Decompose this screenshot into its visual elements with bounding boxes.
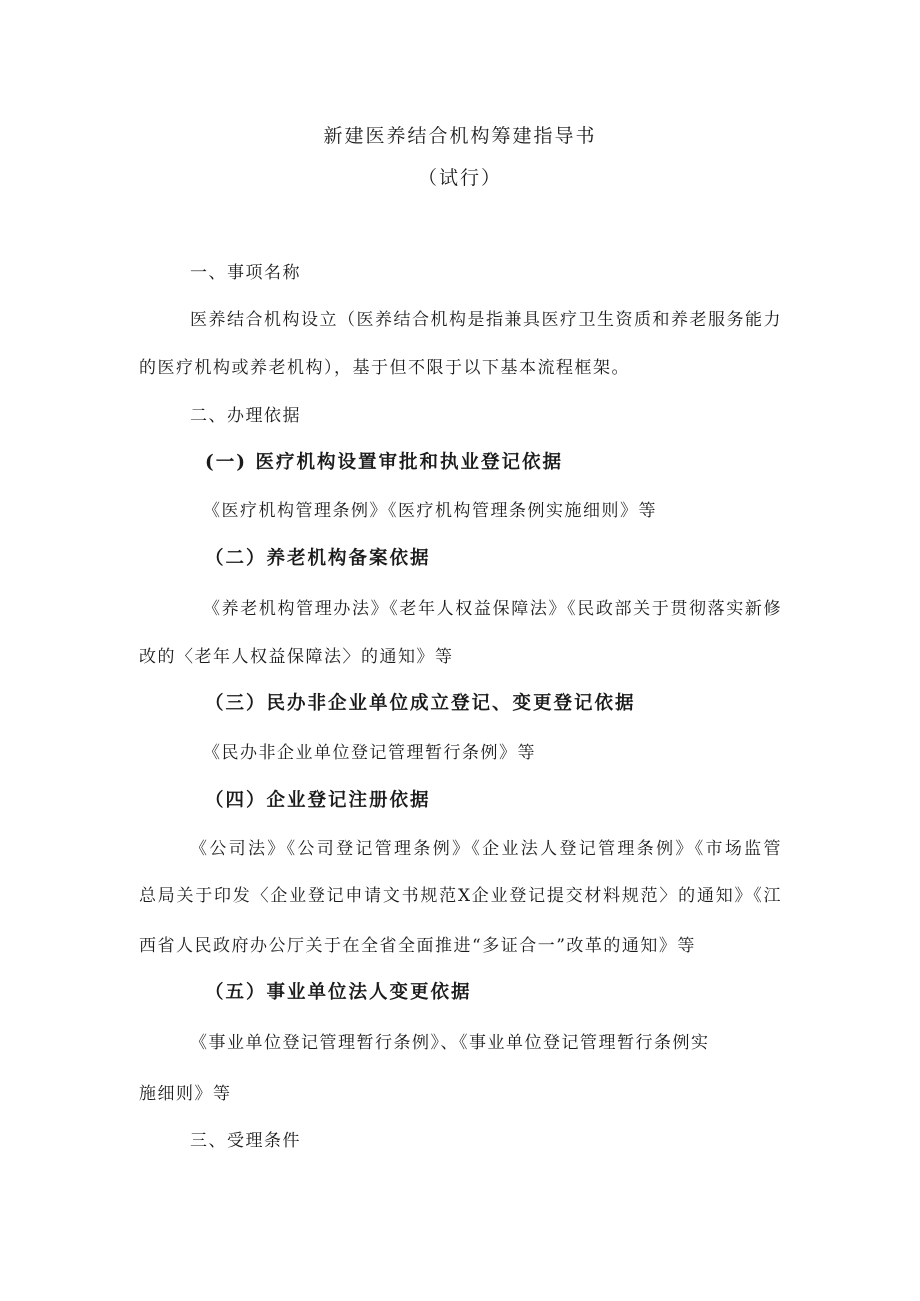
- subsection-4-text-line-2: 总局关于印发〈企业登记申请文书规范X企业登记提交材料规范〉的通知》《江: [139, 886, 782, 906]
- subsection-1-heading: (一) 医疗机构设置审批和执业登记依据: [205, 452, 563, 473]
- subsection-1-text: 《医疗机构管理条例》《医疗机构管理条例实施细则》等: [203, 501, 657, 521]
- subsection-5-heading: （五）事业单位法人变更依据: [205, 982, 472, 1003]
- section-3-heading: 三、受理条件: [190, 1131, 301, 1151]
- subsection-2-heading: （二）养老机构备案依据: [205, 548, 431, 569]
- section-1-para-line-2: 的医疗机构或养老机构），基于但不限于以下基本流程框架。: [139, 358, 630, 378]
- subsection-4-text-line-1: 《公司法》《公司登记管理条例》《企业法人登记管理条例》《市场监管: [190, 839, 782, 859]
- section-1-para-line-1: 医养结合机构设立（医养结合机构是指兼具医疗卫生资质和养老服务能力: [190, 310, 782, 330]
- subsection-3-text: 《民办非企业单位登记管理暂行条例》等: [203, 743, 536, 763]
- document-title: 新建医养结合机构筹建指导书: [323, 125, 597, 147]
- subsection-4-text-line-3: 西省人民政府办公厅关于在全省全面推进“多证合一”改革的通知》等: [139, 936, 696, 956]
- subsection-5-text-line-2: 施细则》等: [139, 1084, 232, 1104]
- subsection-2-text-line-2: 改的〈老年人权益保障法〉的通知》等: [139, 647, 454, 667]
- section-2-heading: 二、办理依据: [190, 406, 301, 426]
- subsection-3-heading: （三）民办非企业单位成立登记、变更登记依据: [205, 693, 636, 714]
- subsection-5-text-line-1: 《事业单位登记管理暂行条例》、《事业单位登记管理暂行条例实: [190, 1033, 710, 1053]
- subsection-2-text-line-1: 《养老机构管理办法》《老年人权益保障法》《民政部关于贯彻落实新修: [203, 599, 782, 619]
- document-subtitle: （试行）: [417, 167, 502, 189]
- subsection-4-heading: （四）企业登记注册依据: [205, 790, 431, 811]
- section-1-heading: 一、事项名称: [190, 263, 301, 283]
